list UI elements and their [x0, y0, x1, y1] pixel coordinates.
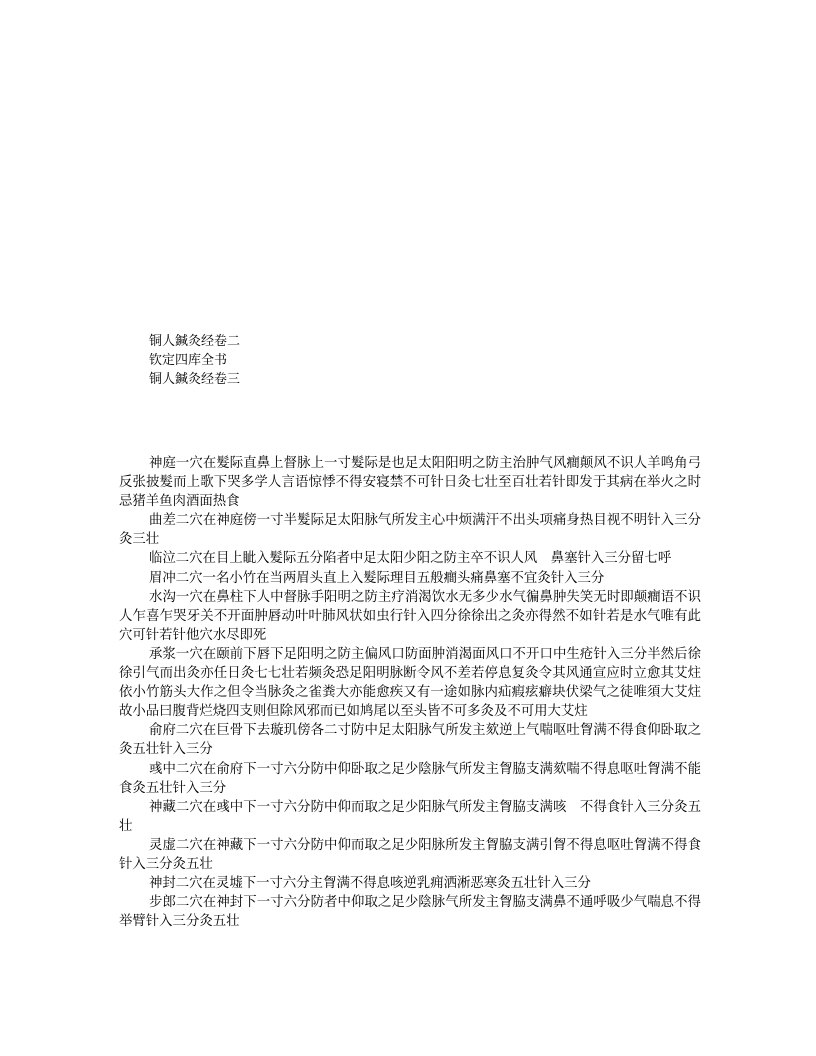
paragraph-shuigou: 水沟一穴在鼻柱下人中督脉手阳明之防主疗消渴饮水无多少水气徧鼻肿失笑无时即颠癎语不识人乍喜乍哭牙关不开面肿唇动叶叶肺风状如虫行针入四分徐徐出之灸亦得然不如针若是水气唯有此穴可针若针他穴水尽即死: [119, 589, 701, 643]
paragraph-bulang: 步郎二穴在神封下一寸六分防者中仰取之足少陰脉气所发主胷脇支满鼻不通呼吸少气喘息不得举臂针入三分灸五壮: [119, 895, 701, 930]
paragraph-meichong: 眉冲二穴一名小竹在当两眉头直上入髮际理目五般癎头痛鼻塞不宜灸针入三分: [149, 570, 605, 586]
document-body: [119, 454, 701, 931]
header-line-volume-three: 铜人鍼灸经卷三: [149, 372, 241, 387]
paragraph-lingxu: 灵虚二穴在神藏下一寸六分防中仰而取之足少阳脉所发主胷脇支满引胷不得息呕吐胷满不得食针入三分灸五壮: [119, 837, 701, 872]
header-line-volume-two: 铜人鍼灸经卷二: [149, 334, 241, 349]
paragraph-shenting: 神庭一穴在髮际直鼻上督脉上一寸髮际是也足太阳阳明之防主治肿气风癎颠风不识人羊鸣角弓反张披髮而上歌下哭多学人言语惊悸不得安寝禁不可针日灸七壮至百壮若针即发于其病在举火之时忌猪羊鱼肉酒面热食: [119, 456, 701, 510]
paragraph-linqi: 临泣二穴在目上眦入髮际五分陷者中足太阳少阳之防主卒不识人风 鼻塞针入三分留七呼: [149, 551, 672, 567]
paragraph-chengjiang: 承浆一穴在颐前下唇下足阳明之防主偏风口防面肿消渴面风口不开口中生疮针入三分半然后徐徐引气而出灸亦任日灸七七壮若频灸恐足阳明脉断令风不差若停息复灸令其风通宣应时立愈其艾炷依小竹筋头大作之但令当脉灸之雀粪大亦能愈疾又有一途如脉内疝瘕痃癖块伏梁气之徒唯須大艾炷故小品曰腹背烂烧四支则但除风邪而已如鸠尾以至头皆不可多灸及不可用大艾炷: [119, 646, 701, 720]
paragraph-yuzhong: 彧中二穴在俞府下一寸六分防中仰卧取之足少陰脉气所发主胷脇支满欬喘不得息呕吐胷满不能食灸五壮针入三分: [119, 761, 701, 796]
paragraph-shufu: 俞府二穴在巨骨下去璇玑傍各二寸防中足太阳脉气所发主欬逆上气喘呕吐胷满不得食仰卧取之灸五壮针入三分: [119, 723, 701, 758]
header-line-siku-quanshu: 钦定四库全书: [149, 353, 228, 368]
paragraph-shencang: 神藏二穴在彧中下一寸六分防中仰而取之足少阳脉气所发主胷脇支满咳 不得食针入三分灸五壮: [119, 799, 701, 834]
paragraph-shenfeng: 神封二穴在灵墟下一寸六分主胷满不得息咳逆乳痈洒淅恶寒灸五壮针入三分: [149, 876, 591, 892]
volume-header: [149, 332, 549, 389]
paragraph-quchai: 曲差二穴在神庭傍一寸半髮际足太阳脉气所发主心中烦满汗不出头项痛身热目视不明针入三分灸三壮: [119, 513, 701, 548]
